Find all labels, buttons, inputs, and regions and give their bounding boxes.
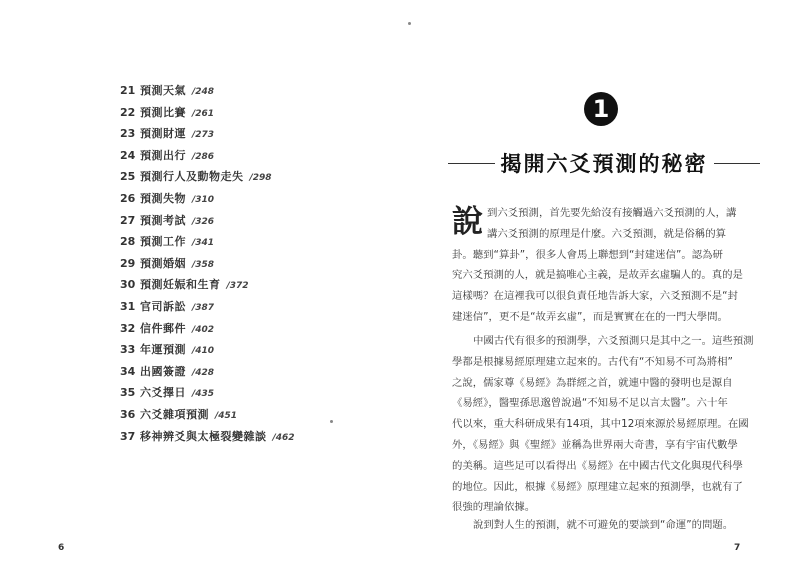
page-number-left: 6 <box>58 543 65 553</box>
toc-entry-number: 30 <box>120 278 136 292</box>
toc-entry-page: /428 <box>192 367 215 378</box>
toc-entry-number: 24 <box>120 148 136 162</box>
toc-entry <box>120 188 295 210</box>
toc-entry <box>120 145 295 167</box>
text-line: 講六爻預測的原理是什麼。六爻預測，就是俗稱的算 <box>487 227 726 240</box>
toc-entry-title: 預測失物 <box>140 191 186 205</box>
toc-entry <box>120 382 295 404</box>
toc-entry-title: 預測天氣 <box>140 84 186 97</box>
toc-entry-title: 預測行人及動物走失 <box>140 170 244 184</box>
text-line: 的地位。因此，根據《易經》原理建立起來的預測學，也就有了 <box>452 480 743 493</box>
toc-entry-page: /358 <box>192 259 215 270</box>
toc-entry <box>120 123 295 145</box>
toc-entry-title: 預測工作 <box>140 235 186 249</box>
text-line: 建迷信”，更不是“故弄玄虛”，而是實實在在的一門大學問。 <box>452 310 728 323</box>
text-line: 這樣嗎？在這裡我可以很負責任地告訴大家，六爻預測不是“封 <box>452 290 738 303</box>
print-speck <box>330 420 333 423</box>
toc-entry-number: 28 <box>120 235 136 249</box>
text-line: 代以來，重大科研成果有14項，其中12項來源於易經原理。在國 <box>452 418 749 431</box>
paragraph-2 <box>452 331 758 518</box>
text-line: 的美稱。這些足可以看得出《易經》在中國古代文化與現代科學 <box>452 459 743 472</box>
toc-entry-page: /387 <box>192 302 215 313</box>
toc-entry-page: /298 <box>249 173 272 184</box>
toc-entry-number: 27 <box>120 213 136 227</box>
toc-entry-page: /248 <box>192 87 215 97</box>
print-speck <box>408 22 411 25</box>
toc-entry-title: 預測比賽 <box>140 105 186 119</box>
text-line: 《易經》，醫聖孫思邈曾說過“不知易不足以言太醫”。六十年 <box>452 397 728 410</box>
toc-entry-page: /372 <box>226 281 249 292</box>
toc-entry <box>120 296 295 318</box>
toc-entry-number: 22 <box>120 105 136 119</box>
toc-entry-page: /286 <box>192 151 215 162</box>
toc-entry-page: /341 <box>192 238 215 249</box>
chapter-number-badge: 1 <box>584 92 618 126</box>
toc-entry <box>120 210 295 232</box>
toc-entry <box>120 318 295 340</box>
right-page <box>396 0 793 561</box>
toc-entry-title: 年運預測 <box>140 343 186 357</box>
toc-entry-page: /435 <box>192 389 215 400</box>
text-line: 學都是根據易經原理建立起來的。古代有“不知易不可為將相” <box>452 355 733 368</box>
table-of-contents <box>120 80 295 447</box>
toc-entry-number: 23 <box>120 127 136 141</box>
text-line: 究六爻預測的人，就是搞唯心主義，是故弄玄虛騙人的。真的是 <box>452 269 743 282</box>
left-page <box>0 0 396 561</box>
toc-entry-number: 31 <box>120 299 136 313</box>
toc-entry-title: 預測出行 <box>140 148 186 162</box>
toc-entry-number: 33 <box>120 343 136 357</box>
toc-entry <box>120 253 295 275</box>
paragraph-3 <box>452 515 758 536</box>
toc-entry <box>120 426 295 448</box>
toc-entry-title: 預測婚姻 <box>140 256 186 270</box>
text-line: 很強的理論依據。 <box>452 501 536 514</box>
toc-entry-page: /402 <box>192 324 215 335</box>
toc-entry-number: 32 <box>120 321 136 335</box>
toc-entry-number: 34 <box>120 364 136 378</box>
toc-entry <box>120 361 295 383</box>
heading-rule-right <box>714 163 761 164</box>
toc-entry <box>120 339 295 361</box>
toc-entry-title: 預測妊娠和生育 <box>140 278 221 292</box>
toc-entry-number: 25 <box>120 170 136 184</box>
toc-entry <box>120 80 295 102</box>
toc-entry-number: 35 <box>120 386 136 400</box>
toc-entry <box>120 166 295 188</box>
toc-entry-number: 21 <box>120 84 136 97</box>
text-line: 中國古代有很多的預測學，六爻預測只是其中之一。這些預測 <box>473 335 754 347</box>
chapter-heading <box>448 148 760 178</box>
toc-entry-title: 預測考試 <box>140 213 186 227</box>
toc-entry-title: 六爻雜項預測 <box>140 407 209 421</box>
toc-entry <box>120 102 295 124</box>
text-line: 之說，儒家尊《易經》為群經之首，就連中醫的發明也是源自 <box>452 376 733 389</box>
toc-entry-title: 官司訴訟 <box>140 299 186 313</box>
toc-entry-number: 29 <box>120 256 136 270</box>
toc-entry-title: 六爻擇日 <box>140 386 186 400</box>
chapter-title: 揭開六爻預測的秘密 <box>500 151 708 176</box>
text-line: 到六爻預測，首先要先給沒有接觸過六爻預測的人，講 <box>487 207 737 219</box>
toc-entry-title: 出國簽證 <box>140 364 186 378</box>
toc-entry-page: /261 <box>192 108 215 119</box>
toc-entry-page: /410 <box>192 346 215 357</box>
toc-entry-number: 36 <box>120 407 136 421</box>
page-number-right: 7 <box>734 543 741 553</box>
toc-entry-page: /451 <box>215 410 238 421</box>
text-line: 外，《易經》與《聖經》並稱為世界兩大奇書，享有宇宙代數學 <box>452 438 738 451</box>
toc-entry-number: 37 <box>120 429 136 443</box>
text-line: 說到對人生的預測，就不可避免的要談到“命運”的問題。 <box>473 519 734 531</box>
toc-entry-title: 信件郵件 <box>140 321 186 335</box>
toc-entry <box>120 231 295 253</box>
toc-entry-page: /326 <box>192 216 215 227</box>
toc-entry <box>120 274 295 296</box>
toc-entry-page: /310 <box>192 194 215 205</box>
toc-entry-title: 移神辨爻與太極裂變雜談 <box>140 429 267 443</box>
toc-entry-number: 26 <box>120 191 136 205</box>
toc-entry <box>120 404 295 426</box>
toc-entry-page: /273 <box>192 130 215 141</box>
heading-rule-left <box>448 163 495 164</box>
text-line: 卦。聽到“算卦”，很多人會馬上聯想到“封建迷信”。認為研 <box>452 248 723 261</box>
toc-entry-title: 預測財運 <box>140 127 186 141</box>
toc-entry-page: /462 <box>272 432 295 443</box>
drop-cap: 說 <box>452 204 483 240</box>
paragraph-1 <box>452 203 758 328</box>
